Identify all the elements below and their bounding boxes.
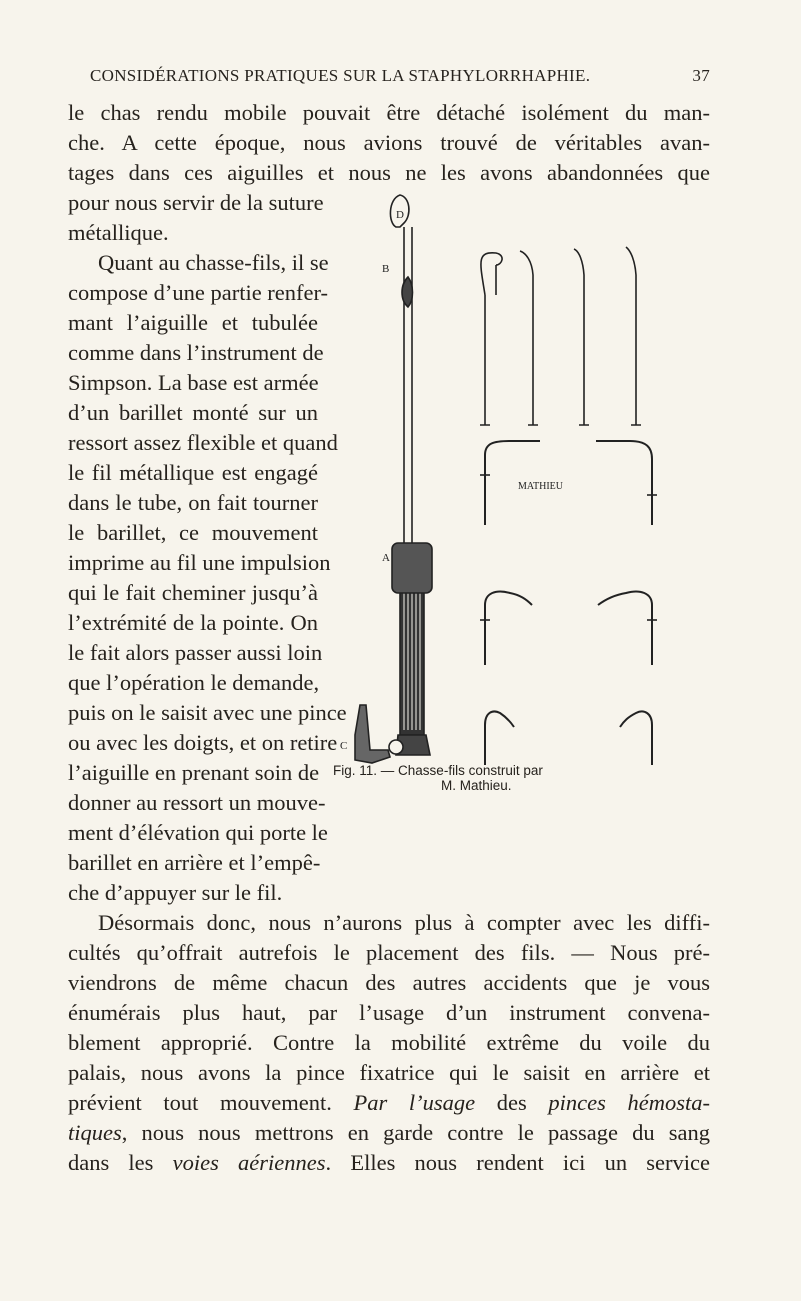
text-line: ment d’élévation qui porte le (68, 820, 328, 845)
italic-run: Par l’usage (353, 1090, 476, 1115)
text-line: donner au ressort un mouve- (68, 790, 326, 815)
figure-number: Fig. 11. — (333, 763, 395, 778)
text-line: pour nous servir de la suture (68, 190, 324, 215)
text-line: viendrons de même chacun des autres accidents que je vous (68, 970, 710, 995)
text-line: l’aiguille en prenant soin de (68, 760, 320, 785)
running-header (90, 66, 710, 96)
text-line: le fil métallique est engagé (68, 460, 318, 485)
text-line: imprime au fil une impulsion (68, 550, 331, 575)
text-line-mixed (68, 1088, 710, 1118)
label-b: B (382, 263, 390, 275)
text-line: Désormais donc, nous n’aurons plus à compter avec les diffi- (98, 910, 710, 935)
text-line: le barillet, ce mouvement (68, 520, 318, 545)
text-line: dans le tube, on fait tourner (68, 490, 318, 515)
text-line-mixed (68, 1118, 710, 1148)
running-title: CONSIDÉRATIONS PRATIQUES SUR LA STAPHYLORRHAPHIE. (90, 66, 591, 85)
caption-text: Chasse-fils construit par (398, 763, 543, 778)
italic-run: pinces hémosta- (548, 1090, 710, 1115)
label-a: A (382, 552, 390, 564)
text-line: compose d’une partie renfer- (68, 280, 329, 305)
italic-run: tiques (68, 1120, 122, 1145)
text-line: puis on le saisit avec une pince (68, 700, 347, 725)
text-run: , nous nous mettrons en garde contre le passage du sang (121, 1120, 710, 1145)
text-run: . Elles nous rendent ici un service (325, 1150, 710, 1175)
instrument-barrel (392, 543, 432, 593)
needle (626, 247, 641, 425)
maker-label: MATHIEU (518, 481, 563, 492)
text-line: ou avec les doigts, et on retire (68, 730, 338, 755)
text-run: dans les (68, 1150, 173, 1175)
text-line: mant l’aiguille et tubulée (68, 310, 318, 335)
instrument-spring (355, 705, 390, 763)
text-run: des (475, 1090, 549, 1115)
text-line: tages dans ces aiguilles et nous ne les avons abandonnées que (68, 160, 710, 185)
needle (574, 249, 589, 425)
text-line: métallique. (68, 220, 169, 245)
needle-holder (485, 712, 514, 766)
label-c: C (340, 740, 348, 752)
needle-holder (485, 592, 532, 666)
text-line: énumérais plus haut, par l’usage d’un instrument convena- (68, 1000, 710, 1025)
needle-holder (485, 441, 652, 525)
needle (520, 251, 538, 425)
needle-holder (598, 592, 652, 666)
text-line: ressort assez flexible et quand (68, 430, 338, 455)
text-line: comme dans l’instrument de (68, 340, 324, 365)
label-d: D (396, 209, 404, 221)
text-line: le fait alors passer aussi loin (68, 640, 323, 665)
figure-caption (333, 763, 663, 793)
text-line: che. A cette époque, nous avions trouvé de véritables avan- (68, 130, 710, 155)
text-run: prévient tout mouvement. (68, 1090, 332, 1115)
instrument-figure (300, 165, 700, 765)
text-line: qui le fait cheminer jusqu’à (68, 580, 318, 605)
text-line: che d’appuyer sur le fil. (68, 880, 283, 905)
text-line: barillet en arrière et l’empê- (68, 850, 321, 875)
italic-run: voies aériennes (172, 1150, 326, 1175)
text-line: l’extrémité de la pointe. On (68, 610, 318, 635)
page-number: 37 (692, 66, 710, 85)
text-line: palais, nous avons la pince fixatrice qui le saisit en arrière et (68, 1060, 710, 1085)
text-line: d’un barillet monté sur un (68, 400, 318, 425)
instrument-ring (389, 740, 403, 754)
caption-text-2: M. Mathieu. (441, 778, 512, 793)
text-line-mixed (68, 1148, 710, 1178)
needle-holder (620, 712, 652, 766)
needle (480, 253, 502, 425)
text-line: le chas rendu mobile pouvait être détaché isolément du man- (68, 100, 710, 125)
text-line: que l’opération le demande, (68, 670, 320, 695)
text-line: Simpson. La base est armée (68, 370, 319, 395)
text-line: cultés qu’offrait autrefois le placement des fils. — Nous pré- (68, 940, 710, 965)
text-line: blement approprié. Contre la mobilité extrême du voile du (68, 1030, 710, 1055)
text-line: Quant au chasse-fils, il se (98, 250, 329, 275)
